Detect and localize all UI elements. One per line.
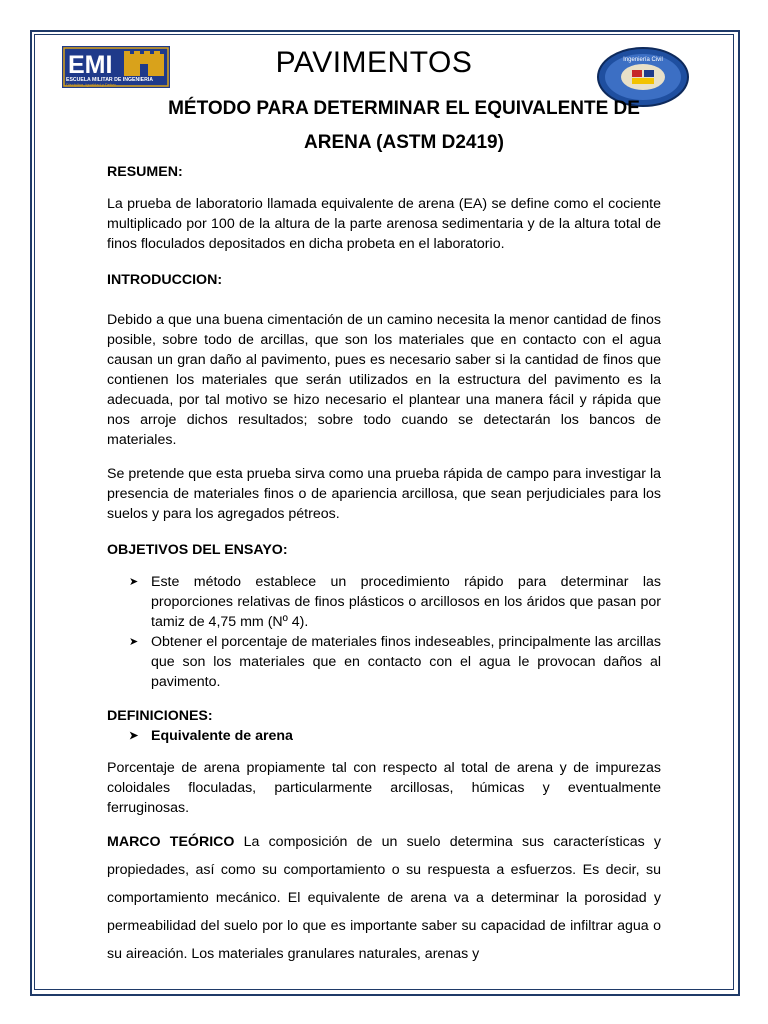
arrow-bullet-icon: ➤	[129, 636, 139, 648]
arrow-bullet-icon: ➤	[129, 730, 139, 742]
marco-teorico-paragraph	[107, 828, 661, 968]
objetivos-list	[107, 572, 661, 692]
objetivos-heading: OBJETIVOS DEL ENSAYO:	[107, 542, 288, 558]
emi-logo-motto: Disciplina, Igualdad y Deber	[66, 82, 116, 87]
emi-logo-text: EMI	[68, 51, 113, 79]
document-body	[107, 162, 661, 968]
page-title: PAVIMENTOS	[275, 46, 473, 79]
intro-text-1: Debido a que una buena cimentación de un camino necesita la menor cantidad de finos posible, sobre todo de arcillas, que son los materiales que en contacto con el agua causan un gran daño al pavimento, pues es necesario saber si la cantidad de finos que contienen los materiales que serán utilizados en la estructura del pavimento es la adecuada, por tal motivo se hizo necesario el plantear una manera fácil y rápida que nos arroje dichos resultados; sobre todo cuando se detectarán los bancos de materiales.	[107, 312, 661, 448]
emi-logo	[62, 46, 170, 88]
resumen-text: La prueba de laboratorio llamada equivalente de arena (EA) se define como el cociente multiplicado por 100 de la altura de la parte arenosa sedimentaria y de la altura total de finos floculados depositados en dicha probeta en el laboratorio.	[107, 196, 661, 252]
list-item: ➤ Obtener el porcentaje de materiales finos indeseables, principalmente las arcillas que son los materiales que en contacto con el agua le provocan daños al pavimento.	[129, 634, 661, 690]
marco-text: La composición de un suelo determina sus características y propiedades, así como su comportamiento o su respuesta a esfuerzos. Es decir, su comportamiento mecánico. El equivalente de arena va a determinar la porosidad y permeabilidad del suelo por lo que es importante saber su capacidad de infiltrar agua o su aireación. Los materiales granulares naturales, arenas y	[107, 834, 661, 962]
document-subtitle	[130, 92, 678, 160]
subtitle-line-1: MÉTODO PARA DETERMINAR EL EQUIVALENTE DE	[168, 98, 640, 119]
list-item: ➤ Este método establece un procedimiento rápido para determinar las proporciones relativas de finos plásticos o arcillosos en los áridos que pasan por tamiz de 4,75 mm (Nº 4).	[129, 574, 661, 630]
definiciones-heading: DEFINICIONES:	[107, 708, 213, 724]
definiciones-list	[107, 726, 661, 746]
marco-heading: MARCO TEÓRICO	[107, 834, 235, 850]
emi-logo-subtext: ESCUELA MILITAR DE INGENIERIA	[66, 77, 154, 83]
emblem-text: Ingeniería Civil	[623, 57, 663, 63]
resumen-heading: RESUMEN:	[107, 164, 183, 180]
intro-heading: INTRODUCCION:	[107, 272, 223, 288]
intro-text-2: Se pretende que esta prueba sirva como una prueba rápida de campo para investigar la presencia de materiales finos o de apariencia arcillosa, que sean perjudiciales para los suelos y para los agregados pétreos.	[107, 466, 661, 522]
definicion-text: Porcentaje de arena propiamente tal con respecto al total de arena y de impurezas coloidales floculadas, particularmente arcillosas, húmicas y eventualmente ferruginosas.	[107, 760, 661, 816]
arrow-bullet-icon: ➤	[129, 576, 139, 588]
castle-icon	[124, 51, 164, 76]
list-item: ➤ Equivalente de arena	[129, 728, 293, 744]
subtitle-line-2: ARENA (ASTM D2419)	[304, 132, 504, 153]
